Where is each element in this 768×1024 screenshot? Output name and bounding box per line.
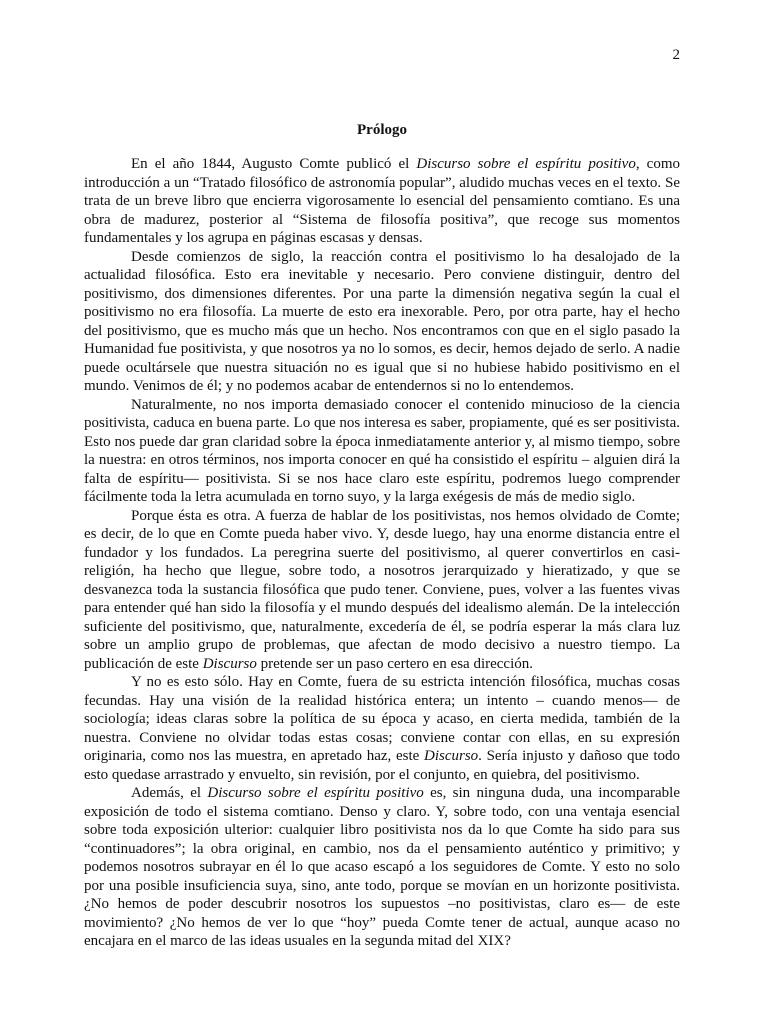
paragraph [84, 155, 680, 248]
italic-title-text: Discurso [423, 748, 479, 764]
paragraph-text: Desde comienzos de siglo, la reacción contra el positivismo lo ha desalojado de la actualidad filosófica. Esto era inevitable y necesario. Pero conviene distinguir, dentro del positivismo, dos dimensiones diferentes. Por una parte la dimensión negativa según la cual el positivismo no era filosofía. La muerte de esto era inexorable. Pero, por otra parte, hay el hecho del positivismo, que es mucho más que un hecho. Nos encontramos con que en el siglo pasado la Humanidad fue positivista, y que nosotros ya no lo somos, es decir, hemos dejado de serlo. A nadie puede ocultársele que nuestra situación no es igual que si no hubiese habido positivismo en el mundo. Venimos de él; y no podemos acabar de entendernos si no lo entendemos. [84, 248, 680, 394]
paragraph-text: Naturalmente, no nos importa demasiado conocer el contenido minucioso de la ciencia positivista, caduca en buena parte. Lo que nos interesa es saber, propiamente, qué es ser positivista. Esto nos puede dar gran claridad sobre la época inmediatamente anterior y, al mismo tiempo, sobre la nuestra: en otros términos, nos importa conocer en qué ha consistido el espíritu – alguien dirá la falta de espíritu— positivista. Si se nos hace claro este espíritu, podremos luego comprender fácilmente toda la letra acumulada en torno suyo, y la larga exégesis de más de medio siglo. [84, 396, 680, 505]
italic-title-text: Discurso [202, 655, 257, 672]
body-text [84, 155, 680, 951]
section-title: Prólogo [357, 122, 407, 138]
paragraph-text: Además, el [131, 785, 208, 801]
paragraph [84, 784, 680, 951]
paragraph-text: Y no es esto sólo. Hay en Comte, fuera de su estricta intención filosófica, muchas cosas fecundas. Hay una visión de la realidad histórica entera; un intento – cuando menos— de sociología; ideas claras sobre la política de su época y acaso, en cierta medida, también de la nuestra. Conviene no olvidar todas estas cosas; conviene contar con ellas, en su expresión originaria, como nos las muestra, en apretado haz, este [84, 674, 680, 764]
page-number: 2 [672, 47, 680, 63]
paragraph [84, 673, 680, 784]
italic-title-text: Discurso sobre el espíritu positivo [207, 785, 424, 801]
paragraph [84, 507, 680, 674]
paragraph-text: En el año 1844, Augusto Comte publicó el [131, 156, 417, 172]
italic-title-text: Discurso sobre el espíritu positivo [416, 156, 636, 172]
paragraph [84, 396, 680, 507]
paragraph-text: , como introducción a un “Tratado filosófico de astronomía popular”, aludido muchas veces en el texto. Se trata de un breve libro que encierra vigorosamente lo esencial del pensamiento comtiano. Es una obra de madurez, posterior al “Sistema de filosofía positiva”, que recoge sus momentos fundamentales y los agrupa en páginas escasas y densas. [84, 156, 680, 246]
paragraph-text: es, sin ninguna duda, una incomparable exposición de todo el sistema comtiano. Denso y claro. Y, sobre todo, con una ventaja esencial sobre toda exposición ulterior: cualquier libro positivista nos da lo que Comte ha sido para sus “continuadores”; la obra original, en cambio, nos da el pensamiento auténtico y primitivo; y podemos nosotros subrayar en él lo que acaso escapó a los seguidores de Comte. Y esto no solo por una posible insuficiencia suya, sino, ante todo, porque se movían en un horizonte positivista. ¿No hemos de poder descubrir nosotros los supuestos –no positivistas, claro es— de este movimiento? ¿No hemos de ver lo que “hoy” pueda Comte tener de actual, aunque acaso no encajara en el marco de las ideas usuales en la segunda mitad del XIX? [84, 785, 680, 949]
paragraph-text: pretende ser un paso certero en esa dirección. [256, 655, 534, 672]
paragraph-text: . Sería injusto y dañoso que todo esto quedase arrastrado y envuelto, sin revisión, por el conjunto, en quiebra, del positivismo. [84, 748, 681, 783]
paragraph-text: Porque ésta es otra. A fuerza de hablar de los positivistas, nos hemos olvidado de Comte; es decir, de lo que en Comte pueda haber vivo. Y, desde luego, hay una enorme distancia entre el fundador y los fundados. La peregrina suerte del positivismo, al querer convertirlos en casi-religión, ha hecho que llegue, sobre todo, a nosotros jerarquizado y hieratizado, y que se desvanezca toda la sustancia filosófica que pudo tener. Conviene, pues, volver a las fuentes vivas para entender qué han sido la filosofía y el mundo después del idealismo alemán. De la intelección suficiente del positivismo, que, naturalmente, excedería de él, se podría esperar la más clara luz sobre un amplio grupo de problemas, que afectan de modo decisivo a nuestro tiempo. La publicación de este [84, 507, 680, 672]
paragraph [84, 248, 680, 396]
